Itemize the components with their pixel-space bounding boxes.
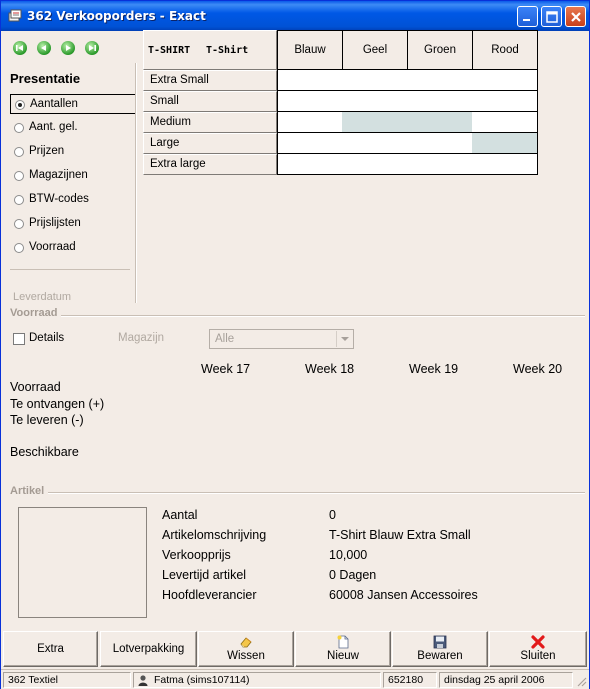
sluiten-button-label: Sluiten — [520, 650, 556, 662]
left-separator — [10, 269, 130, 270]
row-header-extra-small: Extra Small — [143, 70, 277, 91]
resize-grip-icon[interactable] — [575, 675, 587, 687]
grid-cell[interactable] — [407, 91, 473, 112]
row-header-large: Large — [143, 133, 277, 154]
stock-row-te-ontvangen: Te ontvangen (+) — [10, 397, 105, 411]
extra-button[interactable] — [3, 631, 98, 667]
radio-magazijnen[interactable] — [10, 166, 136, 186]
last-record-button[interactable] — [85, 41, 99, 55]
radio-label: Magazijnen — [29, 169, 88, 181]
close-button[interactable] — [565, 6, 586, 27]
next-record-button[interactable] — [61, 41, 75, 55]
chevron-down-icon — [341, 337, 349, 342]
radio-indicator — [14, 195, 24, 205]
grid-cell[interactable] — [472, 91, 538, 112]
row-header-extra-large: Extra large — [143, 154, 277, 175]
radio-indicator — [14, 171, 24, 181]
maximize-button[interactable] — [541, 6, 562, 27]
magazijn-select[interactable] — [209, 329, 354, 349]
radio-label: Aant. gel. — [29, 121, 78, 133]
radio-label: Aantallen — [30, 98, 78, 110]
grid-cell[interactable] — [472, 154, 538, 175]
nieuw-button[interactable] — [295, 631, 391, 667]
leverdatum-label: Leverdatum — [13, 291, 72, 303]
field-value-levertijd: 0 Dagen — [329, 568, 377, 582]
artikel-divider — [10, 492, 585, 494]
grid-cell[interactable] — [277, 91, 343, 112]
grid-cell[interactable] — [342, 133, 408, 154]
stock-row-voorraad: Voorraad — [10, 380, 61, 394]
details-checkbox[interactable] — [13, 333, 25, 345]
article-image-box — [18, 507, 147, 618]
wissen-button-label: Wissen — [227, 650, 265, 662]
lotverpakking-button-label: Lotverpakking — [112, 643, 185, 655]
status-user-text: Fatma (sims107114) — [154, 674, 250, 686]
minimize-icon — [521, 10, 535, 24]
field-label-verkoopprijs: Verkoopprijs — [162, 548, 231, 562]
grid-cell[interactable] — [472, 112, 538, 133]
grid-cell[interactable] — [407, 154, 473, 175]
radio-label: Prijslijsten — [29, 217, 81, 229]
grid-cell[interactable] — [277, 154, 343, 175]
presentation-title: Presentatie — [10, 71, 81, 86]
row-header-small: Small — [143, 91, 277, 112]
window-title: 362 Verkooporders - Exact — [27, 9, 206, 23]
status-company: 362 Textiel — [3, 672, 131, 688]
grid-cell[interactable] — [342, 91, 408, 112]
radio-voorraad[interactable] — [10, 238, 136, 258]
details-label: Details — [29, 332, 65, 344]
close-icon — [569, 10, 583, 24]
magazijn-label: Magazijn — [118, 332, 165, 344]
button-bar — [3, 631, 587, 667]
eraser-icon — [239, 635, 253, 649]
field-value-hoofdleverancier: 60008 Jansen Accessoires — [329, 588, 478, 602]
radio-indicator — [14, 123, 24, 133]
radio-aantallen[interactable] — [10, 94, 136, 114]
column-header-rood[interactable]: Rood — [472, 30, 538, 70]
column-header-blauw[interactable]: Blauw — [277, 30, 343, 70]
grid-cell[interactable] — [277, 133, 343, 154]
first-record-button[interactable] — [13, 41, 27, 55]
field-value-omschrijving: T-Shirt Blauw Extra Small — [329, 528, 471, 542]
status-user — [133, 672, 381, 688]
grid-cell[interactable] — [342, 154, 408, 175]
stock-row-te-leveren: Te leveren (-) — [10, 413, 84, 427]
sluiten-button[interactable] — [489, 631, 587, 667]
radio-label: BTW-codes — [29, 193, 89, 205]
radio-label: Prijzen — [29, 145, 65, 157]
dropdown-arrow-button[interactable] — [336, 331, 352, 347]
grid-cell[interactable] — [277, 70, 343, 91]
bewaren-button-label: Bewaren — [417, 650, 463, 662]
previous-record-button[interactable] — [37, 41, 51, 55]
column-header-groen[interactable]: Groen — [407, 30, 473, 70]
week-19-header: Week 19 — [409, 362, 459, 376]
status-bar — [1, 669, 589, 689]
extra-button-label: Extra — [37, 643, 64, 655]
wissen-button[interactable] — [198, 631, 294, 667]
grid-item-header — [143, 30, 277, 70]
column-header-geel[interactable]: Geel — [342, 30, 408, 70]
last-record-icon — [87, 43, 97, 53]
bewaren-button[interactable] — [392, 631, 488, 667]
vertical-separator — [135, 63, 137, 303]
radio-aant-gel[interactable] — [10, 118, 136, 138]
grid-cell[interactable] — [407, 112, 473, 133]
grid-cell[interactable] — [472, 70, 538, 91]
radio-label: Voorraad — [29, 241, 76, 253]
lotverpakking-button[interactable] — [100, 631, 197, 667]
status-number: 652180 — [383, 672, 437, 688]
radio-indicator — [14, 147, 24, 157]
radio-indicator — [14, 243, 24, 253]
save-disk-icon — [433, 635, 447, 649]
new-document-icon — [336, 635, 350, 649]
week-20-header: Week 20 — [513, 362, 563, 376]
user-icon — [137, 674, 149, 686]
status-date: dinsdag 25 april 2006 — [439, 672, 573, 688]
nieuw-button-label: Nieuw — [327, 650, 359, 662]
grid-cell[interactable] — [472, 133, 538, 154]
voorraad-divider — [10, 315, 585, 317]
first-record-icon — [15, 43, 25, 53]
grid-cell[interactable] — [342, 112, 408, 133]
row-header-medium: Medium — [143, 112, 277, 133]
maximize-icon — [545, 10, 559, 24]
grid-cell[interactable] — [407, 133, 473, 154]
grid-cell[interactable] — [342, 70, 408, 91]
item-name: T-Shirt — [206, 45, 249, 56]
week-17-header: Week 17 — [201, 362, 251, 376]
app-icon — [7, 8, 23, 24]
item-code: T-SHIRT — [148, 45, 191, 56]
radio-indicator — [14, 219, 24, 229]
previous-record-icon — [39, 43, 49, 53]
minimize-button[interactable] — [517, 6, 538, 27]
field-value-aantal: 0 — [329, 508, 336, 522]
stock-row-beschikbare: Beschikbare — [10, 445, 79, 459]
week-18-header: Week 18 — [305, 362, 355, 376]
grid-cell[interactable] — [407, 70, 473, 91]
field-label-omschrijving: Artikelomschrijving — [162, 528, 267, 542]
voorraad-section-title: Voorraad — [10, 307, 61, 319]
radio-prijzen[interactable] — [10, 142, 136, 162]
next-record-icon — [63, 43, 73, 53]
radio-indicator — [15, 100, 25, 110]
radio-btw-codes[interactable] — [10, 190, 136, 210]
field-label-levertijd: Levertijd artikel — [162, 568, 247, 582]
magazijn-value: Alle — [215, 333, 235, 345]
field-label-hoofdleverancier: Hoofdleverancier — [162, 588, 257, 602]
field-label-aantal: Aantal — [162, 508, 198, 522]
radio-prijslijsten[interactable] — [10, 214, 136, 234]
grid-cell[interactable] — [277, 112, 343, 133]
red-x-icon — [531, 635, 545, 649]
artikel-section-title: Artikel — [10, 485, 48, 497]
title-bar[interactable] — [1, 1, 589, 31]
field-value-verkoopprijs: 10,000 — [329, 548, 368, 562]
